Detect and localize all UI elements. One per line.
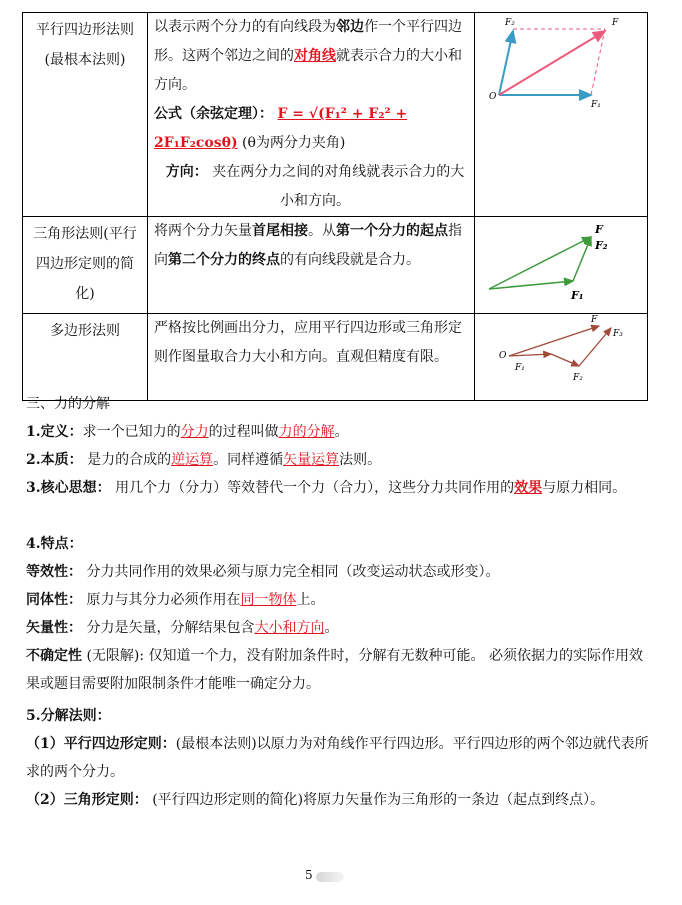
label-f: F xyxy=(612,18,619,28)
p-text: 求一个已知力的 xyxy=(82,424,181,440)
p-label: 1.定义： xyxy=(26,424,83,440)
p-highlight: 大小和方向 xyxy=(254,620,325,636)
desc-text: 。从 xyxy=(308,223,336,239)
p-label: （2）三角形定则： xyxy=(26,792,148,808)
p-text: (平行四边形定则的简化)将原力矢量作为三角形的一条边（起点到终点）。 xyxy=(152,792,605,808)
label-f2: F₂ xyxy=(573,373,583,383)
table-row xyxy=(23,217,648,314)
p-text: 法则。 xyxy=(339,452,382,468)
p-label: 5.分解法则： xyxy=(26,708,111,724)
scan-smudge xyxy=(316,872,344,882)
label-f2: F₂ xyxy=(505,18,515,28)
p-highlight: 同一物体 xyxy=(240,592,297,608)
law-name: 三角形法则(平行四边形定则的简化) xyxy=(33,226,137,302)
p-text: 的过程叫做 xyxy=(208,424,279,440)
section-title-text: 三、力的分解 xyxy=(26,396,110,412)
force-laws-table xyxy=(22,12,648,401)
law-desc-cell xyxy=(148,217,475,314)
essence-paragraph xyxy=(26,446,656,474)
label-f2: F₂ xyxy=(595,239,608,252)
page-number: 5 xyxy=(305,868,313,882)
p-text: 上。 xyxy=(296,592,325,608)
triangle-figure xyxy=(475,217,647,309)
p-text: 用几个力（分力）等效替代一个力（合力），这些分力共同作用的 xyxy=(115,480,515,496)
desc-text: 以表示两个分力的有向线段为 xyxy=(154,19,336,35)
figure-cell xyxy=(475,314,648,401)
definition-paragraph xyxy=(26,418,656,446)
desc-text: 严格按比例画出分力，应用平行四边形或三角形定则作图量取合力大小和方向。直观但精度有限。 xyxy=(154,320,462,365)
equivalence-line xyxy=(26,558,656,586)
section-title xyxy=(26,390,656,418)
table-row xyxy=(23,13,648,217)
p-label: 矢量性： xyxy=(26,620,82,636)
p-text: 分力共同作用的效果必须与原力完全相同（改变运动状态或形变）。 xyxy=(86,564,500,580)
desc-text: 作一个平行四边形。这两个邻边之间的 xyxy=(154,19,462,64)
uncertainty-paragraph xyxy=(26,642,656,698)
p-highlight: 效果 xyxy=(514,480,543,496)
same-body-line xyxy=(26,586,656,614)
law-desc-cell xyxy=(148,13,475,217)
table-row xyxy=(23,314,648,401)
p-text: 仅知道一个力，没有附加条件时，分解有无数种可能。 必须依据力的实际作用效果或题目需要附加限制条件才能唯一确定分力。 xyxy=(26,648,643,692)
p-label: 4.特点： xyxy=(26,536,83,552)
desc-text: 将两个分力矢量 xyxy=(154,223,252,239)
formula-part1: F = √(F₁² + F₂² + xyxy=(277,106,408,122)
law-name: 多边形法则 xyxy=(50,323,120,339)
p-highlight: 力的分解 xyxy=(278,424,335,440)
label-f1: F₁ xyxy=(571,289,584,302)
p-text: 分力是矢量，分解结果包含 xyxy=(86,620,255,636)
direction-label: 方向： xyxy=(165,164,208,180)
p-highlight: 矢量运算 xyxy=(283,452,340,468)
p-text: 。 xyxy=(334,424,349,440)
law-name-cell xyxy=(23,314,148,401)
desc-bold: 第二个分力的终点 xyxy=(168,252,280,268)
desc-bold: 首尾相接 xyxy=(252,223,308,239)
p-highlight: 分力 xyxy=(180,424,209,440)
label-f3: F₃ xyxy=(613,329,623,339)
p-label: 3.核心思想： xyxy=(26,480,111,496)
p-text: (无限解): xyxy=(86,648,145,664)
desc-bold: 第一个分力的起点 xyxy=(336,223,448,239)
p-label: 同体性： xyxy=(26,592,82,608)
formula-note: (θ为两分力夹角) xyxy=(242,135,346,151)
desc-highlight: 对角线 xyxy=(294,48,336,64)
core-idea-paragraph xyxy=(26,474,656,502)
label-f1: F₁ xyxy=(591,100,601,110)
p-label: 等效性： xyxy=(26,564,82,580)
law-desc-cell xyxy=(148,314,475,401)
desc-text: 就表示合力的大小和方向。 xyxy=(154,48,462,93)
law-name-cell xyxy=(23,217,148,314)
p-text: 。 xyxy=(324,620,339,636)
label-f: F xyxy=(595,223,603,236)
p-text: 是力的合成的 xyxy=(87,452,172,468)
direction-line xyxy=(154,158,470,216)
law-name-cell xyxy=(23,13,148,217)
formula-part2: 2F₁F₂cosθ) xyxy=(154,135,238,151)
formula-line xyxy=(154,100,470,129)
p-text: 原力与其分力必须作用在 xyxy=(86,592,241,608)
polygon-figure xyxy=(475,314,647,396)
p-text: 与原力相同。 xyxy=(542,480,627,496)
p-text: 。同样遵循 xyxy=(213,452,284,468)
figure-cell xyxy=(475,217,648,314)
desc-text: 的有向线段就是合力。 xyxy=(280,252,420,268)
law-name: 平行四边形法则(最根本法则) xyxy=(36,22,134,68)
p-text: (最根本法则)以原力为对角线作平行四边形。平行四边形的两个邻边就代表所求的两个分力。 xyxy=(26,736,649,780)
formula-line-2 xyxy=(154,129,470,158)
p-label: （1）平行四边形定则： xyxy=(26,736,176,752)
desc-text: 指向 xyxy=(154,223,462,268)
label-f: F xyxy=(591,315,598,325)
p-highlight: 逆运算 xyxy=(171,452,214,468)
features-heading xyxy=(26,530,656,558)
p-label: 2.本质： xyxy=(26,452,83,468)
method-triangle xyxy=(26,786,656,814)
parallelogram-figure xyxy=(475,13,647,123)
label-o: O xyxy=(489,92,497,102)
formula-label: 公式（余弦定理）： xyxy=(154,106,273,122)
label-f1: F₁ xyxy=(515,363,525,373)
vector-line xyxy=(26,614,656,642)
p-label: 不确定性 xyxy=(26,648,82,664)
label-o: O xyxy=(499,351,507,361)
figure-cell xyxy=(475,13,648,217)
direction-text: 夹在两分力之间的对角线就表示合力的大小和方向。 xyxy=(212,164,465,209)
desc-bold: 邻边 xyxy=(336,19,364,35)
method-parallelogram xyxy=(26,730,656,786)
methods-heading xyxy=(26,702,656,730)
